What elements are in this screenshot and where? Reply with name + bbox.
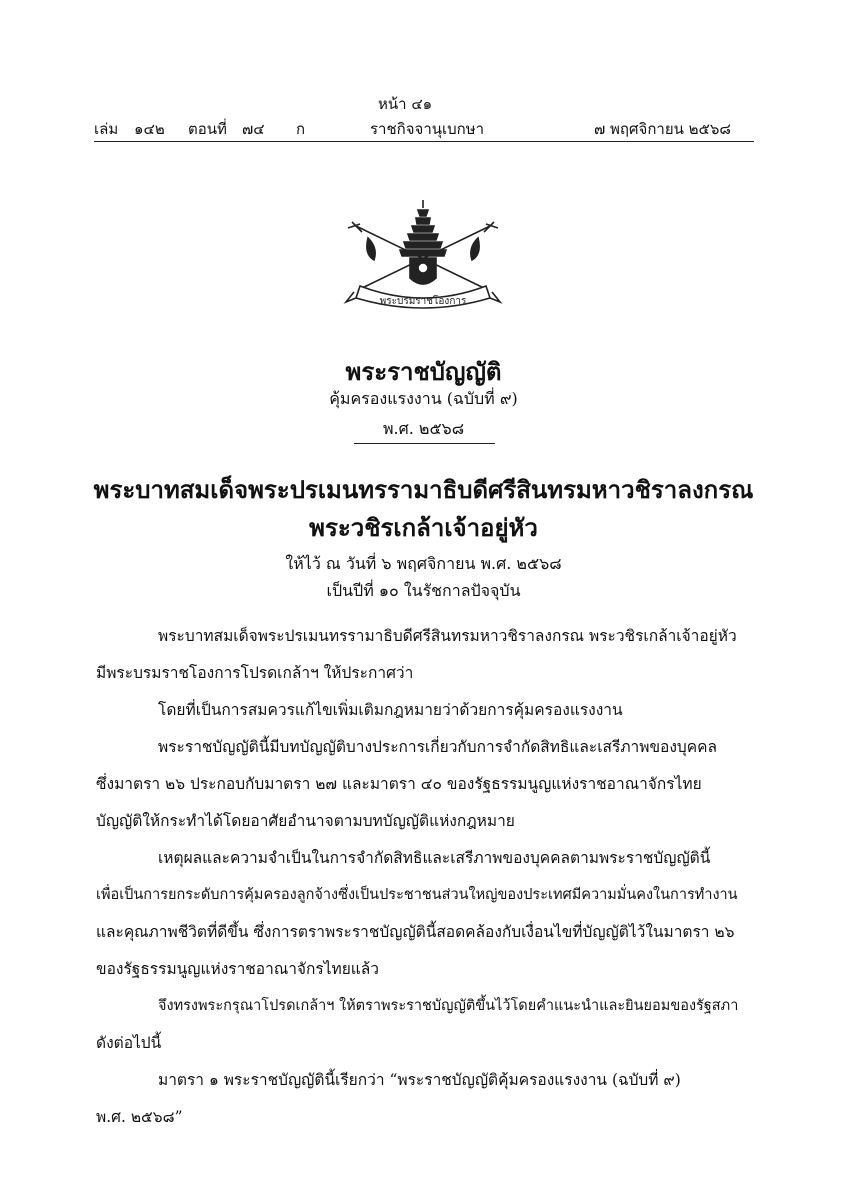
paragraph-line: บัญญัติให้กระทำได้โดยอาศัยอำนาจตามบทบัญญัติแห่งกฎหมาย (96, 812, 515, 830)
issue-label: ตอนที่ (188, 120, 227, 138)
king-name-line1 (0, 470, 847, 509)
paragraph-line: โดยที่เป็นการสมควรแก้ไขเพิ่มเติมกฎหมายว่าด้วยการคุ้มครองแรงงาน (158, 701, 623, 719)
volume-number: ๑๔๒ (134, 120, 165, 138)
gazette-name: ราชกิจจานุเบกษา (370, 120, 485, 138)
royal-emblem-icon (338, 198, 508, 310)
reign-year: เป็นปีที่ ๑๐ ในรัชกาลปัจจุบัน (326, 581, 521, 600)
paragraph-line: ดังต่อไปนี้ (96, 1034, 162, 1052)
king-name-line1-text: พระบาทสมเด็จพระปรเมนทรรามาธิบดีศรีสินทรมหาวชิราลงกรณ (93, 475, 754, 504)
paragraph-line: และคุณภาพชีวิตที่ดีขึ้น ซึ่งการตราพระราชบัญญัตินี้สอดคล้องกับเงื่อนไขที่บัญญัติไว้ในมาตรา ๒๖ (96, 923, 735, 941)
emblem-ribbon-text: พระบรมราชโองการ (379, 296, 467, 307)
act-subtitle: คุ้มครองแรงงาน (ฉบับที่ ๙) (329, 389, 518, 408)
paragraph-line: เพื่อเป็นการยกระดับการคุ้มครองลูกจ้างซึ่งเป็นประชาชนส่วนใหญ่ของประเทศมีความมั่นคงในการทำงาน (96, 887, 738, 903)
king-name-line2-text: พระวชิรเกล้าเจ้าอยู่หัว (309, 513, 538, 542)
section-letter: ก (296, 120, 306, 138)
issue-number: ๗๔ (242, 120, 265, 138)
paragraph-line: มีพระบรมราชโองการโปรดเกล้าฯ ให้ประกาศว่า (96, 664, 414, 682)
paragraph-line: ซึ่งมาตรา ๒๖ ประกอบกับมาตรา ๒๗ และมาตรา ๔๐ ของรัฐธรรมนูญแห่งราชอาณาจักรไทย (96, 775, 702, 793)
section-1-line: มาตรา ๑ พระราชบัญญัตินี้เรียกว่า “พระราชบัญญัติคุ้มครองแรงงาน (ฉบับที่ ๙) (158, 1071, 681, 1089)
body-text (96, 618, 751, 1136)
header-rule (94, 141, 754, 142)
paragraph-line: จึงทรงพระกรุณาโปรดเกล้าฯ ให้ตราพระราชบัญญัติขึ้นไว้โดยคำแนะนำและยินยอมของรัฐสภา (158, 998, 739, 1014)
act-title (0, 352, 847, 391)
section-1-line: พ.ศ. ๒๕๖๘” (96, 1108, 183, 1126)
paragraph-line: เหตุผลและความจำเป็นในการจำกัดสิทธิและเสรีภาพของบุคคลตามพระราชบัญญัตินี้ (158, 849, 711, 867)
act-title-text: พระราชบัญญัติ (345, 357, 502, 386)
page-number: หน้า ๔๑ (378, 95, 433, 113)
gazette-date: ๗ พฤศจิกายน ๒๕๖๘ (594, 120, 731, 138)
king-name-line2 (0, 508, 847, 547)
paragraph-line: พระราชบัญญัตินี้มีบทบัญญัติบางประการเกี่ยวกับการจำกัดสิทธิและเสรีภาพของบุคคล (158, 738, 717, 756)
paragraph-line: ของรัฐธรรมนูญแห่งราชอาณาจักรไทยแล้ว (96, 960, 379, 978)
title-rule (354, 443, 495, 444)
volume-label: เล่ม (94, 120, 119, 138)
act-year: พ.ศ. ๒๕๖๘ (382, 419, 465, 438)
paragraph-line: พระบาทสมเด็จพระปรเมนทรรามาธิบดีศรีสินทรมหาวชิราลงกรณ พระวชิรเกล้าเจ้าอยู่หัว (158, 627, 737, 645)
given-date: ให้ไว้ ณ วันที่ ๖ พฤศจิกายน พ.ศ. ๒๕๖๘ (285, 554, 562, 573)
